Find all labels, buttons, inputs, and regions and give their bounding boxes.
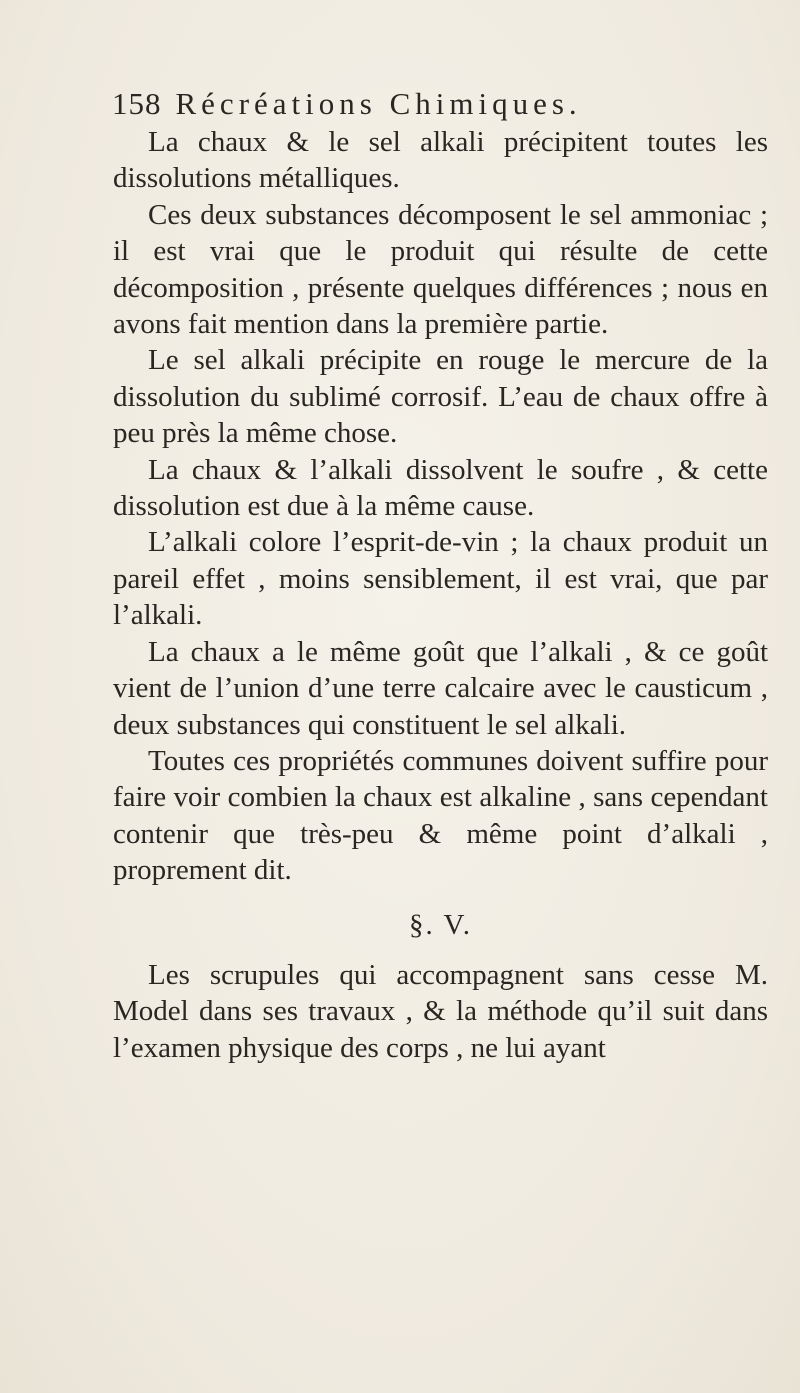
paragraph: La chaux a le même goût que l’alkali , & ce goût vient de l’union d’une terre calcaire avec le causticum , deux substances qui constituent le sel alkali. — [113, 635, 768, 741]
section-heading: §. V. — [409, 908, 472, 941]
paragraph: Le sel alkali précipite en rouge le mercure de la dissolution du sublimé corrosif. L’eau de chaux offre à peu près la même chose. — [113, 344, 768, 450]
running-title: Récréations Chimiques. — [175, 86, 582, 121]
paragraph: Ces deux substances décomposent le sel ammoniac ; il est vrai que le produit qui résulte de cette décomposition , présente quelques différences ; nous en avons fait mention dans la première partie. — [113, 198, 768, 341]
page-number: 158 — [112, 86, 162, 121]
paragraph: Toutes ces propriétés communes doivent suffire pour faire voir combien la chaux est alkaline , sans cependant contenir que très-peu & même point d’alkali , proprement dit. — [113, 744, 768, 887]
paragraph: La chaux & le sel alkali précipitent toutes les dissolutions métalliques. — [113, 126, 768, 195]
body-text — [113, 124, 768, 1066]
paragraph: L’alkali colore l’esprit-de-vin ; la chaux produit un pareil effet , moins sensiblement, il est vrai, que par l’alkali. — [113, 526, 768, 632]
running-header — [112, 86, 712, 122]
paragraph: La chaux & l’alkali dissolvent le soufre , & cette dissolution est due à la même cause. — [113, 453, 768, 523]
paragraph: Les scrupules qui accompagnent sans cesse M. Model dans ses travaux , & la méthode qu’il suit dans l’examen physique des corps , ne lui ayant — [113, 958, 768, 1064]
